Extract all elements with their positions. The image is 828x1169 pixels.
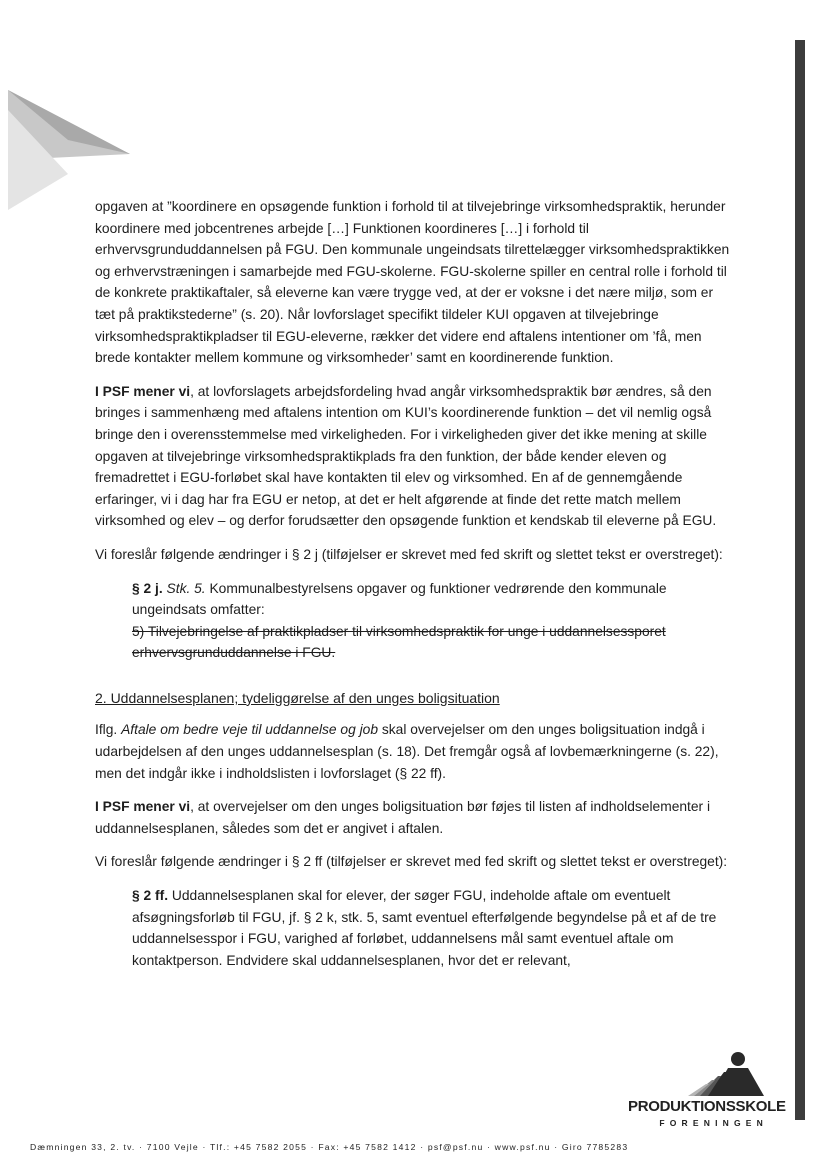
quote-paragraph-2j — [132, 578, 735, 664]
psf-mener-bold: I PSF mener vi — [95, 799, 191, 815]
page-edge-bar — [795, 40, 805, 1120]
deleted-text-strikethrough: 5) Tilvejebringelse af praktikpladser til virksomhedspraktik for unge i uddannelsessporet erhvervsgrunduddannelse i FGU. — [132, 623, 666, 661]
stk-ref-italic: Stk. 5. — [166, 580, 206, 596]
section-ref-bold: § 2 j. — [132, 580, 163, 596]
psf-mener-bold: I PSF mener vi — [95, 383, 191, 399]
paragraph-text: Iflg. — [95, 722, 122, 738]
paragraph-psf-mener-bolig — [95, 796, 735, 839]
produktionsskole-logo — [628, 1050, 786, 1140]
corner-triangle-mark — [8, 90, 138, 210]
quote-text: Uddannelsesplanen skal for elever, der søger FGU, indeholde aftale om eventuelt afsøgningsforløb til FGU, jf. § 2 k, stk. 5, samt eventuel efterfølgende begyndelse på et af de tre uddannelsesspor i FGU, varighed af forløbet, uddannelsens mål samt eventuel aftale om kontaktperson. Endvidere skal uddannelsesplanen, hvor det er relevant, — [132, 888, 717, 968]
paragraph-text: , at lovforslagets arbejdsfordeling hvad angår virksomhedspraktik bør ændres, så den bringes i sammenhæng med aftalens intention om KUI’s koordinerende funktion – det vil nemlig også bringe den i overensstemmelse med virkeligheden. For i virkeligheden giver det ikke mening at skille opgaven at tilvejebringe virksomhedspraktikplads fra den funktion, der både kender eleven og fremadrettet i EGU-forløbet skal have kontakten til elev og virksomhed. En af de gennemgående erfaringer, vi i dag har fra EGU er netop, at det er helt afgørende at finde det rette match mellem virksomhed og elev – og derfor forudsætter den opsøgende funktion et kendskab til eleverne på EGU. — [95, 383, 717, 529]
paragraph-iflg-aftale — [95, 719, 735, 784]
paragraph-text: , at overvejelser om den unges boligsituation bør føjes til listen af indholdselementer i uddannelsesplanen, således som det er angivet i aftalen. — [95, 799, 711, 836]
section-heading-uddannelsesplanen: 2. Uddannelsesplanen; tydeliggørelse af den unges boligsituation — [95, 689, 500, 706]
paragraph-koordinering: opgaven at ”koordinere en opsøgende funktion i forhold til at tilvejebringe virksomhedspraktik, herunder koordinere med jobcentrenes arbejde […] Funktionen koordineres […] i forhold til erhvervsgrunduddannelsen på FGU. Den kommunale ungeindsats tilrettelægger virksomhedspraktikken og erhvervstræningen i samarbejde med FGU-skolerne. FGU-skolerne spiller en central rolle i forhold til de konkrete praktikaftaler, så eleverne kan være trygge ved, at der er voksne i det nære miljø, som er tæt på praktikstederne” (s. 20). Når lovforslaget specifikt tildeler KUI opgaven at tilvejebringe virksomhedspraktikpladser til EGU-eleverne, rækker det videre end aftalens intentioner om ’få, men brede kontakter mellem kommune og virksomheder’ samt en koordinerende funktion. — [95, 199, 730, 366]
paragraph-text: skal overvejelser om den unges boligsituation indgå i udarbejdelsen af den unges uddannelsesplan (s. 18). Det fremgår også af lovbemærkningerne (s. 22), men det indgår ikke i indholdslisten i lovforslaget (§ 22 ff). — [95, 722, 719, 781]
paragraph-forslag-2j: Vi foreslår følgende ændringer i § 2 j (tilføjelser er skrevet med fed skrift og slettet tekst er overstreget): — [95, 546, 723, 562]
quote-paragraph-2ff — [132, 885, 735, 971]
logo-title: PRODUKTIONSSKOLE — [628, 1098, 786, 1115]
quote-text: Kommunalbestyrelsens opgaver og funktioner vedrørende den kommunale ungeindsats omfatter: — [132, 580, 667, 618]
section-ref-bold: § 2 ff. — [132, 888, 169, 904]
logo-subtitle: FORENINGEN — [659, 1118, 768, 1128]
footer-contact-line: Dæmningen 33, 2. tv. · 7100 Vejle · Tlf.: +45 7582 2055 · Fax: +45 7582 1412 · psf@psf.nu · www.psf.nu · Giro 7785283 — [30, 1142, 629, 1152]
figures-logo-icon — [688, 1050, 768, 1098]
paragraph-forslag-2ff: Vi foreslår følgende ændringer i § 2 ff (tilføjelser er skrevet med fed skrift og slettet tekst er overstreget): — [95, 854, 728, 870]
paragraph-psf-mener-praktik — [95, 381, 735, 532]
document-body — [95, 196, 735, 983]
aftale-title-italic: Aftale om bedre veje til uddannelse og job — [121, 722, 379, 738]
